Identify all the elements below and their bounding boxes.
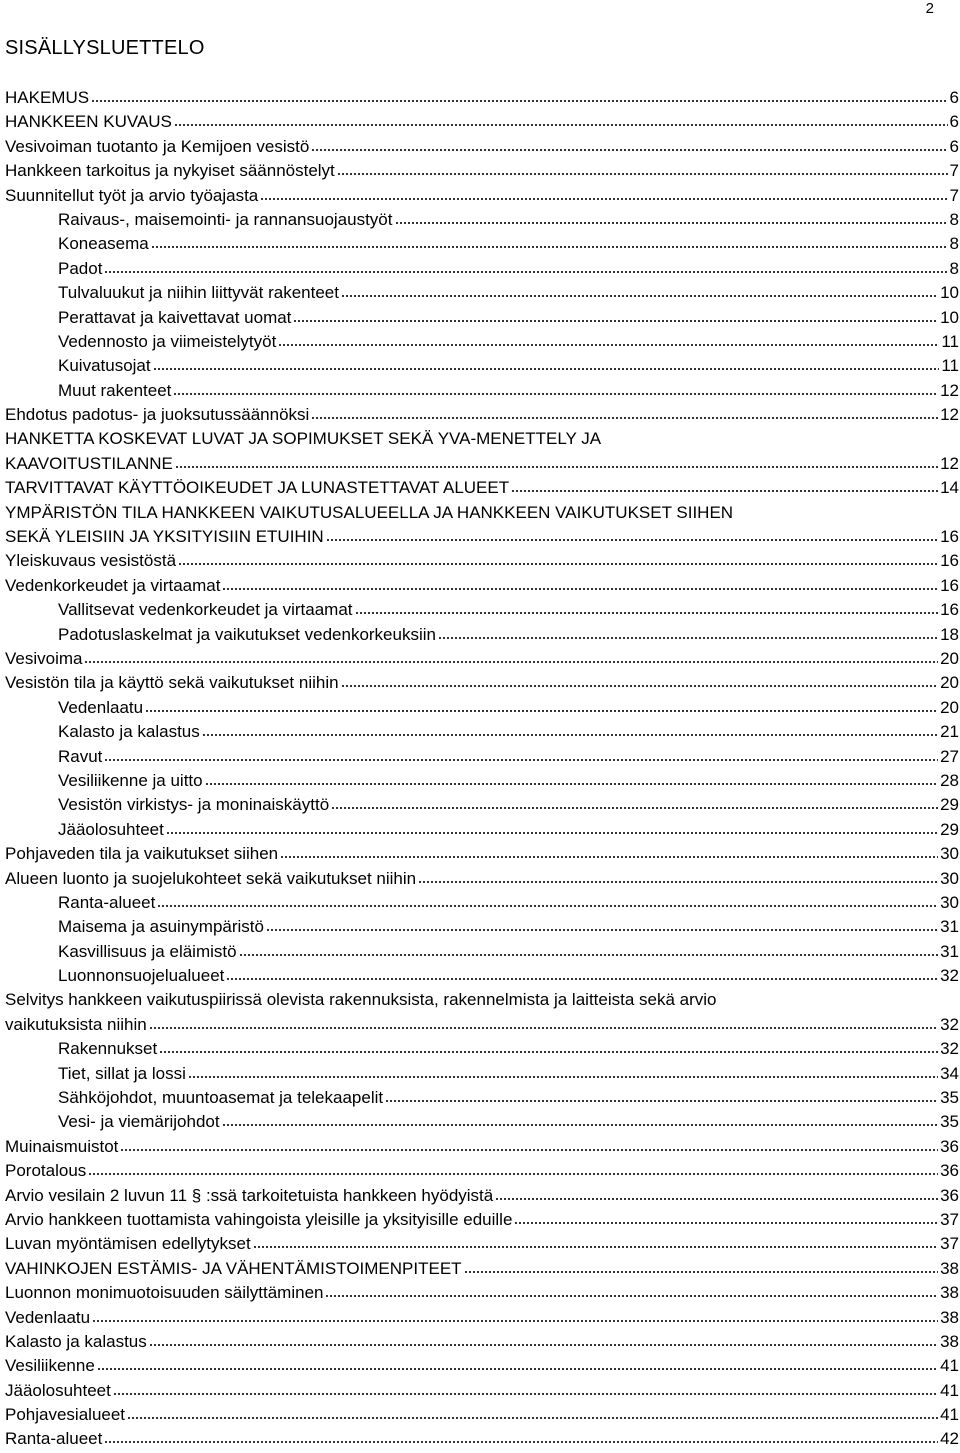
toc-leader-dots bbox=[293, 306, 938, 323]
toc-entry-title: Pohjavesialueet bbox=[5, 1405, 126, 1425]
toc-entry-page: 42 bbox=[940, 1429, 959, 1449]
toc-entry-title: HANKKEEN KUVAUS bbox=[5, 112, 172, 132]
toc-entry-page: 21 bbox=[940, 722, 959, 742]
toc-entry[interactable] bbox=[5, 720, 959, 744]
toc-entry-page: 6 bbox=[949, 112, 959, 132]
toc-entry-page: 20 bbox=[940, 697, 959, 717]
toc-entry[interactable] bbox=[5, 1159, 959, 1183]
toc-entry-page: 20 bbox=[940, 673, 959, 693]
toc-entry[interactable] bbox=[5, 1403, 959, 1427]
toc-entry-title: Rakennukset bbox=[58, 1039, 158, 1059]
toc-leader-dots bbox=[88, 1159, 938, 1176]
toc-entry-page: 12 bbox=[940, 380, 959, 400]
toc-entry-title: Arvio hankkeen tuottamista vahingoista yleisille ja yksityisille eduille bbox=[5, 1209, 513, 1229]
toc-entry[interactable] bbox=[5, 1281, 959, 1305]
toc-leader-dots bbox=[395, 208, 948, 225]
page-title: SISÄLLYSLUETTELO bbox=[5, 37, 205, 59]
toc-leader-dots bbox=[495, 1184, 938, 1201]
toc-entry-page: 11 bbox=[941, 331, 959, 351]
toc-entry-title: Tulvaluukut ja niihin liittyvät rakenteet bbox=[58, 283, 339, 303]
toc-entry[interactable] bbox=[5, 257, 959, 281]
toc-entry-page: 12 bbox=[940, 405, 959, 425]
toc-leader-dots bbox=[159, 1037, 938, 1054]
toc-entry[interactable] bbox=[5, 574, 959, 598]
toc-leader-dots bbox=[331, 793, 938, 810]
toc-entry-page: 10 bbox=[940, 283, 959, 303]
toc-leader-dots bbox=[418, 867, 938, 884]
toc-entry-page: 29 bbox=[940, 819, 959, 839]
toc-entry[interactable] bbox=[5, 647, 959, 671]
toc-entry[interactable] bbox=[5, 110, 959, 134]
toc-leader-dots bbox=[280, 842, 938, 859]
toc-leader-dots bbox=[97, 1354, 938, 1371]
toc-leader-dots bbox=[253, 1232, 938, 1249]
toc-entry[interactable] bbox=[5, 135, 959, 159]
toc-entry[interactable] bbox=[5, 403, 959, 427]
toc-entry[interactable] bbox=[5, 208, 959, 232]
toc-entry[interactable] bbox=[5, 1037, 959, 1061]
toc-leader-dots bbox=[153, 354, 940, 371]
toc-leader-dots bbox=[188, 1062, 938, 1079]
toc-entry-title: Kuivatusojat bbox=[58, 356, 151, 376]
toc-leader-dots bbox=[260, 184, 947, 201]
toc-leader-dots bbox=[438, 623, 938, 640]
page-number: 2 bbox=[925, 0, 934, 17]
toc-entry-page: 36 bbox=[940, 1136, 959, 1156]
toc-entry-page: 35 bbox=[940, 1088, 959, 1108]
toc-entry-title: Jääolosuhteet bbox=[58, 819, 164, 839]
toc-leader-dots bbox=[174, 110, 948, 127]
toc-entry-page: 38 bbox=[940, 1258, 959, 1278]
toc-entry-title: HAKEMUS bbox=[5, 88, 90, 107]
toc-entry-title: Vesi- ja viemärijohdot bbox=[58, 1112, 220, 1132]
toc-entry-page: 35 bbox=[940, 1112, 959, 1132]
toc-leader-dots bbox=[175, 452, 938, 469]
toc-entry-title: Raivaus-, maisemointi- ja rannansuojaustyöt bbox=[58, 209, 393, 229]
toc-entry-title: Vesivoiman tuotanto ja Kemijoen vesistö bbox=[5, 136, 310, 156]
toc-leader-dots bbox=[311, 403, 938, 420]
toc-leader-dots bbox=[222, 574, 938, 591]
toc-leader-dots bbox=[178, 549, 938, 566]
toc-entry[interactable] bbox=[5, 232, 959, 256]
toc-entry-title: Luonnon monimuotoisuuden säilyttäminen bbox=[5, 1283, 324, 1303]
toc-entry-title: Hankkeen tarkoitus ja nykyiset säännöstelyt bbox=[5, 161, 335, 181]
toc-leader-dots bbox=[91, 86, 947, 103]
toc-entry-title-line1: HANKETTA KOSKEVAT LUVAT JA SOPIMUKSET SEKÄ YVA-MENETTELY JA bbox=[5, 429, 602, 449]
toc-leader-dots bbox=[464, 1257, 939, 1274]
toc-entry-page: 7 bbox=[949, 185, 959, 205]
toc-leader-dots bbox=[311, 135, 947, 152]
toc-leader-dots bbox=[511, 476, 938, 493]
toc-entry-page: 8 bbox=[949, 258, 959, 278]
toc-leader-dots bbox=[239, 940, 939, 957]
toc-entry-page: 37 bbox=[940, 1234, 959, 1254]
toc-entry-page: 38 bbox=[940, 1283, 959, 1303]
toc-leader-dots bbox=[157, 891, 938, 908]
toc-entry[interactable] bbox=[5, 940, 959, 964]
toc-entry-page: 41 bbox=[940, 1405, 959, 1425]
toc-entry-title: Pohjaveden tila ja vaikutukset siihen bbox=[5, 844, 279, 864]
toc-entry-title-line1: YMPÄRISTÖN TILA HANKKEEN VAIKUTUSALUEELLA JA HANKKEEN VAIKUTUKSET SIIHEN bbox=[5, 502, 734, 522]
toc-leader-dots bbox=[120, 1135, 938, 1152]
toc-entry-title: Vallitsevat vedenkorkeudet ja virtaamat bbox=[58, 600, 353, 620]
toc-entry-title-line1: Selvitys hankkeen vaikutuspiirissä olevista rakennuksista, rakennelmista ja laitteista sekä arvio bbox=[5, 990, 717, 1010]
toc-leader-dots bbox=[113, 1379, 938, 1396]
table-of-contents bbox=[5, 86, 959, 1452]
toc-entry-title: Koneasema bbox=[58, 234, 149, 254]
toc-entry-title: Ranta-alueet bbox=[5, 1429, 103, 1449]
toc-entry[interactable] bbox=[5, 1086, 959, 1110]
toc-leader-dots bbox=[205, 769, 938, 786]
toc-entry-page: 41 bbox=[940, 1356, 959, 1376]
toc-entry-title: Vesiliikenne ja uitto bbox=[58, 770, 203, 790]
toc-leader-dots bbox=[385, 1086, 938, 1103]
toc-entry-title: Porotalous bbox=[5, 1161, 87, 1181]
toc-entry-title: Ehdotus padotus- ja juoksutussäännöksi bbox=[5, 405, 310, 425]
toc-entry-title: TARVITTAVAT KÄYTTÖOIKEUDET JA LUNASTETTAVAT ALUEET bbox=[5, 478, 510, 498]
toc-entry[interactable] bbox=[5, 867, 959, 891]
toc-entry-page: 30 bbox=[940, 892, 959, 912]
toc-entry[interactable] bbox=[5, 1232, 959, 1256]
toc-entry[interactable] bbox=[5, 964, 959, 988]
toc-leader-dots bbox=[341, 281, 938, 298]
toc-entry[interactable] bbox=[5, 842, 959, 866]
toc-entry-title: Vesivoima bbox=[5, 648, 83, 668]
toc-entry-title: Suunnitellut työt ja arvio työajasta bbox=[5, 185, 259, 205]
toc-entry-title: Kalasto ja kalastus bbox=[58, 722, 200, 742]
toc-entry-page: 34 bbox=[940, 1063, 959, 1083]
toc-leader-dots bbox=[266, 915, 938, 932]
toc-entry[interactable] bbox=[5, 915, 959, 939]
toc-entry-page: 6 bbox=[949, 136, 959, 156]
toc-entry-page: 37 bbox=[940, 1209, 959, 1229]
toc-entry[interactable] bbox=[5, 1330, 959, 1354]
toc-entry-page: 30 bbox=[940, 844, 959, 864]
toc-entry[interactable] bbox=[5, 1184, 959, 1208]
toc-entry-title: Vesiliikenne bbox=[5, 1356, 95, 1376]
toc-leader-dots bbox=[226, 964, 938, 981]
toc-leader-dots bbox=[337, 159, 948, 176]
toc-entry-title: Muinaismuistot bbox=[5, 1136, 119, 1156]
toc-entry-page: 8 bbox=[949, 209, 959, 229]
toc-entry-page: 32 bbox=[940, 966, 959, 986]
toc-leader-dots bbox=[84, 647, 938, 664]
toc-entry-title: Vedenlaatu bbox=[58, 697, 144, 717]
toc-entry[interactable] bbox=[5, 671, 959, 695]
toc-entry-page: 38 bbox=[940, 1331, 959, 1351]
toc-entry-title: Vedenlaatu bbox=[5, 1307, 91, 1327]
toc-entry-title: Padotuslaskelmat ja vaikutukset vedenkorkeuksiin bbox=[58, 624, 436, 644]
toc-entry-page: 16 bbox=[940, 600, 959, 620]
toc-entry[interactable] bbox=[5, 330, 959, 354]
toc-entry-page: 36 bbox=[940, 1161, 959, 1181]
toc-entry[interactable] bbox=[5, 354, 959, 378]
toc-entry[interactable] bbox=[5, 793, 959, 817]
toc-entry-title: Perattavat ja kaivettavat uomat bbox=[58, 307, 292, 327]
toc-entry[interactable] bbox=[5, 1257, 959, 1281]
toc-entry-page: 8 bbox=[949, 234, 959, 254]
toc-leader-dots bbox=[355, 598, 939, 615]
toc-entry-title: vaikutuksista niihin bbox=[5, 1014, 147, 1034]
toc-leader-dots bbox=[514, 1208, 938, 1225]
toc-entry-title: Vedennosto ja viimeistelytyöt bbox=[58, 331, 277, 351]
toc-entry-title: Ravut bbox=[58, 746, 103, 766]
toc-entry-page: 10 bbox=[940, 307, 959, 327]
toc-entry-page: 29 bbox=[940, 795, 959, 815]
toc-entry[interactable] bbox=[5, 891, 959, 915]
toc-entry-title: Alueen luonto ja suojelukohteet sekä vaikutukset niihin bbox=[5, 868, 417, 888]
toc-entry[interactable] bbox=[5, 818, 959, 842]
toc-entry[interactable] bbox=[5, 501, 959, 550]
toc-entry-page: 38 bbox=[940, 1307, 959, 1327]
toc-entry[interactable] bbox=[5, 549, 959, 573]
toc-entry[interactable] bbox=[5, 476, 959, 500]
toc-entry[interactable] bbox=[5, 1354, 959, 1378]
toc-entry-page: 7 bbox=[949, 161, 959, 181]
toc-leader-dots bbox=[341, 671, 939, 688]
toc-entry[interactable] bbox=[5, 769, 959, 793]
toc-entry-title: Arvio vesilain 2 luvun 11 § :ssä tarkoitetuista hankkeen hyödyistä bbox=[5, 1185, 494, 1205]
toc-leader-dots bbox=[222, 1110, 939, 1127]
toc-entry[interactable] bbox=[5, 86, 959, 110]
toc-leader-dots bbox=[104, 257, 947, 274]
toc-entry[interactable] bbox=[5, 1110, 959, 1134]
toc-entry-title: SEKÄ YLEISIIN JA YKSITYISIIN ETUIHIN bbox=[5, 527, 324, 547]
toc-entry-page: 28 bbox=[940, 770, 959, 790]
toc-entry-title: Vesistön virkistys- ja moninaiskäyttö bbox=[58, 795, 330, 815]
toc-entry-page: 18 bbox=[940, 624, 959, 644]
toc-entry[interactable] bbox=[5, 1062, 959, 1086]
toc-entry-page: 20 bbox=[940, 648, 959, 668]
toc-entry[interactable] bbox=[5, 159, 959, 183]
toc-entry-title: Luvan myöntämisen edellytykset bbox=[5, 1234, 251, 1254]
toc-entry[interactable] bbox=[5, 281, 959, 305]
toc-leader-dots bbox=[149, 1013, 938, 1030]
toc-entry-page: 27 bbox=[940, 746, 959, 766]
toc-entry[interactable] bbox=[5, 696, 959, 720]
toc-leader-dots bbox=[325, 1281, 938, 1298]
toc-entry-page: 14 bbox=[940, 478, 959, 498]
toc-entry-page: 16 bbox=[940, 575, 959, 595]
toc-entry-title: Vesistön tila ja käyttö sekä vaikutukset niihin bbox=[5, 673, 339, 693]
toc-entry[interactable] bbox=[5, 1208, 959, 1232]
toc-entry-title: Kalasto ja kalastus bbox=[5, 1331, 147, 1351]
toc-entry-title: Sähköjohdot, muuntoasemat ja telekaapelit bbox=[58, 1088, 384, 1108]
toc-entry-page: 32 bbox=[940, 1014, 959, 1034]
toc-entry-page: 41 bbox=[940, 1380, 959, 1400]
toc-leader-dots bbox=[278, 330, 939, 347]
toc-entry[interactable] bbox=[5, 745, 959, 769]
toc-entry[interactable] bbox=[5, 623, 959, 647]
toc-leader-dots bbox=[92, 1306, 938, 1323]
toc-entry-title: Kasvillisuus ja eläimistö bbox=[58, 941, 237, 961]
toc-entry-title: VAHINKOJEN ESTÄMIS- JA VÄHENTÄMISTOIMENPITEET bbox=[5, 1258, 462, 1278]
toc-entry[interactable] bbox=[5, 184, 959, 208]
toc-leader-dots bbox=[326, 525, 938, 542]
toc-entry-title: Jääolosuhteet bbox=[5, 1380, 111, 1400]
toc-entry[interactable] bbox=[5, 306, 959, 330]
toc-leader-dots bbox=[149, 1330, 938, 1347]
toc-entry[interactable] bbox=[5, 1379, 959, 1403]
toc-leader-dots bbox=[104, 745, 938, 762]
toc-leader-dots bbox=[104, 1427, 938, 1444]
toc-entry-page: 31 bbox=[940, 917, 959, 937]
toc-entry-title: Yleiskuvaus vesistöstä bbox=[5, 551, 177, 571]
toc-leader-dots bbox=[202, 720, 938, 737]
toc-entry-title: Ranta-alueet bbox=[58, 892, 156, 912]
toc-entry[interactable] bbox=[5, 1135, 959, 1159]
toc-entry-title: KAAVOITUSTILANNE bbox=[5, 453, 173, 473]
toc-leader-dots bbox=[151, 232, 948, 249]
toc-entry[interactable] bbox=[5, 427, 959, 476]
toc-entry-page: 32 bbox=[940, 1039, 959, 1059]
toc-leader-dots bbox=[145, 696, 938, 713]
toc-entry-page: 11 bbox=[941, 356, 959, 376]
toc-entry-page: 6 bbox=[949, 88, 959, 107]
toc-entry-page: 12 bbox=[940, 453, 959, 473]
toc-entry-page: 16 bbox=[940, 527, 959, 547]
toc-entry-page: 30 bbox=[940, 868, 959, 888]
toc-leader-dots bbox=[127, 1403, 938, 1420]
toc-entry[interactable] bbox=[5, 1427, 959, 1451]
toc-entry[interactable] bbox=[5, 1306, 959, 1330]
toc-entry[interactable] bbox=[5, 379, 959, 403]
toc-leader-dots bbox=[173, 379, 938, 396]
toc-entry[interactable] bbox=[5, 988, 959, 1037]
toc-entry[interactable] bbox=[5, 598, 959, 622]
toc-entry-page: 16 bbox=[940, 551, 959, 571]
toc-entry-title: Maisema ja asuinympäristö bbox=[58, 917, 264, 937]
toc-entry-title: Tiet, sillat ja lossi bbox=[58, 1063, 186, 1083]
toc-entry-page: 31 bbox=[940, 941, 959, 961]
toc-entry-title: Muut rakenteet bbox=[58, 380, 172, 400]
toc-leader-dots bbox=[166, 818, 938, 835]
toc-entry-title: Vedenkorkeudet ja virtaamat bbox=[5, 575, 221, 595]
toc-entry-title: Padot bbox=[58, 258, 103, 278]
toc-entry-title: Luonnonsuojelualueet bbox=[58, 966, 225, 986]
toc-entry-page: 36 bbox=[940, 1185, 959, 1205]
